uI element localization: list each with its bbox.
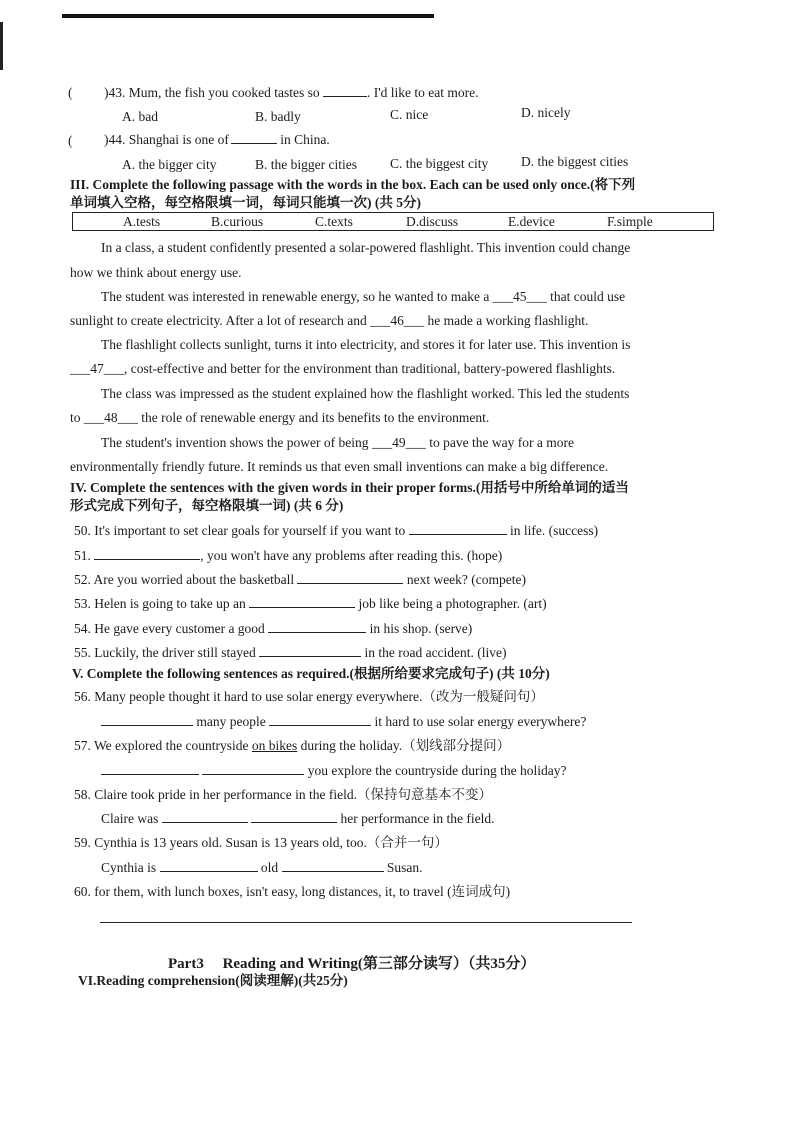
q60-answer-line[interactable] — [100, 922, 632, 923]
answer-blank[interactable] — [101, 714, 193, 726]
passage-line: In a class, a student confidently presented a solar-powered flashlight. This invention could change — [101, 240, 631, 255]
passage-line: to ___48___ the role of renewable energy and its benefits to the environment. — [70, 410, 490, 425]
part3-title: Part3 Reading and Writing(第三部分读写）（共35分） — [168, 956, 536, 972]
answer-blank[interactable] — [268, 621, 366, 633]
word-option: E.device — [508, 214, 555, 229]
word-box — [72, 212, 714, 231]
section-4-heading: IV. Complete the sentences with the given words in their proper forms.(用括号中所给单词的适当 — [70, 480, 629, 495]
q44-stem: )44. Shanghai is one of in China. — [104, 132, 330, 147]
q56-prompt: 56. Many people thought it hard to use solar energy everywhere.（改为一般疑问句） — [74, 689, 544, 704]
q44-option-a: A. the bigger city — [122, 157, 217, 172]
q55: 55. Luckily, the driver still stayed in the road accident. (live) — [74, 645, 507, 660]
answer-blank[interactable] — [160, 860, 258, 872]
word-option: B.curious — [211, 214, 264, 229]
q51: 51. , you won't have any problems after reading this. (hope) — [74, 548, 503, 563]
q59-prompt: 59. Cynthia is 13 years old. Susan is 13 years old, too.（合并一句） — [74, 835, 448, 850]
answer-blank[interactable] — [249, 596, 355, 608]
q58-answer: Claire was her performance in the field. — [101, 811, 495, 826]
word-option: A.tests — [123, 214, 161, 229]
word-option: D.discuss — [406, 214, 459, 229]
q43-option-d: D. nicely — [521, 105, 571, 120]
passage-line: environmentally friendly future. It reminds us that even small inventions can make a big difference. — [70, 459, 609, 474]
answer-blank[interactable] — [269, 714, 371, 726]
word-option: C.texts — [315, 214, 353, 229]
section-4-heading-cont: 形式完成下列句子，每空格限填一词) (共 6 分) — [70, 498, 344, 513]
answer-blank[interactable] — [282, 860, 384, 872]
scan-edge-top — [62, 14, 434, 18]
q43-option-a: A. bad — [122, 109, 158, 124]
q43-option-c: C. nice — [390, 107, 429, 122]
section-5-heading: V. Complete the following sentences as required.(根据所给要求完成句子) (共 10分) — [72, 666, 550, 681]
q56-answer: many people it hard to use solar energy everywhere? — [101, 714, 586, 730]
passage-line: how we think about energy use. — [70, 265, 242, 280]
q44-option-d: D. the biggest cities — [521, 154, 629, 169]
q44-option-c: C. the biggest city — [390, 156, 489, 171]
passage-line: The class was impressed as the student explained how the flashlight worked. This led the students — [101, 386, 630, 401]
q57-prompt: 57. We explored the countryside on bikes during the holiday.（划线部分提问） — [74, 738, 511, 753]
underlined-phrase: on bikes — [251, 738, 298, 753]
section-3-heading-cont: 单词填入空格，每空格限填一词，每词只能填一次) (共 5分) — [70, 195, 421, 210]
section-3-heading: III. Complete the following passage with the words in the box. Each can be used only once.(将下列 — [70, 177, 636, 192]
passage-line: The student's invention shows the power of being ___49___ to pave the way for a more — [101, 435, 574, 450]
answer-blank[interactable] — [297, 572, 403, 584]
q43-bracket: ( — [68, 85, 73, 100]
answer-blank[interactable] — [409, 523, 507, 535]
q52: 52. Are you worried about the basketball next week? (compete) — [74, 572, 527, 587]
q57-answer: you explore the countryside during the holiday? — [101, 763, 566, 779]
q50: 50. It's important to set clear goals for yourself if you want to in life. (success) — [74, 523, 599, 538]
q43-stem: )43. Mum, the fish you cooked tastes so . I'd like to eat more. — [104, 85, 479, 100]
word-option: F.simple — [607, 214, 653, 229]
passage-line: The student was interested in renewable energy, so he wanted to make a ___45___ that could use — [101, 289, 626, 304]
q43-option-b: B. badly — [255, 109, 301, 124]
answer-blank[interactable] — [202, 763, 304, 775]
q59-answer: Cynthia is old Susan. — [101, 860, 423, 875]
answer-blank[interactable] — [323, 85, 367, 97]
q54: 54. He gave every customer a good in his shop. (serve) — [74, 621, 473, 636]
q60-prompt: 60. for them, with lunch boxes, isn't easy, long distances, it, to travel (连词成句) — [74, 884, 511, 899]
answer-blank[interactable] — [101, 763, 199, 775]
answer-blank[interactable] — [251, 811, 337, 823]
q44-option-b: B. the bigger cities — [255, 157, 357, 172]
scan-edge-left — [0, 22, 3, 70]
answer-blank[interactable] — [259, 645, 361, 657]
q58-prompt: 58. Claire took pride in her performance in the field.（保持句意基本不变） — [74, 787, 493, 802]
answer-blank[interactable] — [94, 548, 200, 560]
q53: 53. Helen is going to take up an job like being a photographer. (art) — [74, 596, 547, 611]
passage-line: The flashlight collects sunlight, turns it into electricity, and stores it for later use. This invention is — [101, 337, 631, 352]
answer-blank[interactable] — [231, 132, 277, 144]
passage-line: sunlight to create electricity. After a lot of research and ___46___ he made a working flashlight. — [70, 313, 589, 328]
passage-line: ___47___, cost-effective and better for the environment than traditional, battery-powered flashlights. — [70, 361, 616, 376]
answer-blank[interactable] — [162, 811, 248, 823]
section-6-heading: VI.Reading comprehension(阅读理解)(共25分) — [78, 973, 348, 988]
q44-bracket: ( — [68, 133, 73, 148]
